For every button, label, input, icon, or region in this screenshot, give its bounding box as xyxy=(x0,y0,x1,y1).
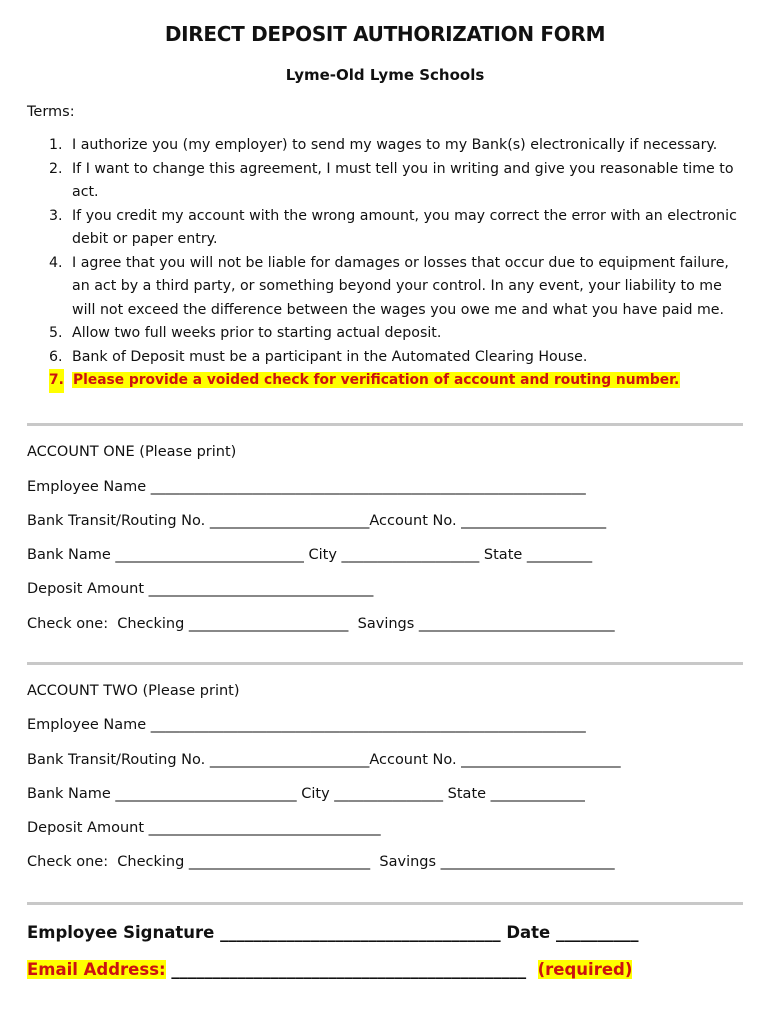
email-row xyxy=(27,960,632,979)
term-text: Please provide a voided check for verification of account and routing number. xyxy=(73,372,680,388)
term-number: 6. xyxy=(49,348,63,365)
account-two-deposit-amount-field[interactable]: Deposit Amount ________________________________ xyxy=(27,820,381,836)
term-item xyxy=(49,346,749,370)
term-number: 5. xyxy=(49,325,63,341)
account-one-heading: ACCOUNT ONE (Please print) xyxy=(27,444,237,460)
term-item xyxy=(49,134,749,158)
account-one-check-one-field[interactable]: Check one: Checking ______________________ Savings ___________________________ xyxy=(27,616,615,632)
terms-label: Terms: xyxy=(27,104,75,120)
term-text: I authorize you (my employer) to send my wages to my Bank(s) electronically if necessary. xyxy=(72,137,718,153)
term-item xyxy=(49,158,749,205)
account-two-heading: ACCOUNT TWO (Please print) xyxy=(27,683,240,699)
account-two-bank-city-state-field[interactable]: Bank Name _________________________ City _______________ State _____________ xyxy=(27,786,585,802)
account-two-check-one-field[interactable]: Check one: Checking _________________________ Savings ________________________ xyxy=(27,854,615,870)
date-field[interactable]: __________ xyxy=(556,923,639,942)
term-text: If you credit my account with the wrong amount, you may correct the error with an electronic debit or paper entry. xyxy=(72,207,737,247)
employee-signature-field[interactable]: __________________________________ xyxy=(220,923,501,942)
account-one-bank-city-state-field[interactable]: Bank Name __________________________ City ___________________ State _________ xyxy=(27,547,593,563)
school-name: Lyme-Old Lyme Schools xyxy=(285,66,485,84)
term-number: 7. xyxy=(49,369,64,393)
section-divider xyxy=(27,902,743,905)
account-one-employee-name-field[interactable]: Employee Name ____________________________________________________________ xyxy=(27,479,586,495)
term-item xyxy=(49,205,749,252)
term-number: 2. xyxy=(49,160,63,177)
required-note: (required) xyxy=(537,960,633,979)
email-address-field[interactable]: ___________________________________________ xyxy=(171,960,527,979)
account-two-employee-name-field[interactable]: Employee Name ____________________________________________________________ xyxy=(27,717,586,733)
term-text: If I want to change this agreement, I must tell you in writing and give you reasonable time to act. xyxy=(72,160,734,200)
term-text: Allow two full weeks prior to starting actual deposit. xyxy=(72,325,442,341)
term-item-highlighted xyxy=(49,369,749,393)
term-item xyxy=(49,252,749,323)
account-one-routing-account-field[interactable]: Bank Transit/Routing No. ______________________Account No. ____________________ xyxy=(27,513,607,529)
term-number: 1. xyxy=(49,137,63,153)
section-divider xyxy=(27,423,743,426)
term-text: I agree that you will not be liable for damages or losses that occur due to equipment failure, an act by a third party, or something beyond your control. In any event, your liability to me will not exceed the difference between the wages you owe me and what you have paid me. xyxy=(72,254,729,318)
term-number: 3. xyxy=(49,207,63,224)
term-number: 4. xyxy=(49,254,63,271)
account-one-deposit-amount-field[interactable]: Deposit Amount _______________________________ xyxy=(27,581,374,597)
account-two-routing-account-field[interactable]: Bank Transit/Routing No. ______________________Account No. ______________________ xyxy=(27,752,621,768)
terms-list xyxy=(49,134,749,393)
term-item xyxy=(49,322,749,346)
signature-row xyxy=(27,923,639,942)
email-address-label: Email Address: xyxy=(27,960,166,979)
employee-signature-label: Employee Signature xyxy=(27,923,215,942)
date-label: Date xyxy=(506,923,551,942)
section-divider xyxy=(27,662,743,665)
term-text: Bank of Deposit must be a participant in the Automated Clearing House. xyxy=(72,348,588,365)
form-title: DIRECT DEPOSIT AUTHORIZATION FORM xyxy=(164,22,606,46)
